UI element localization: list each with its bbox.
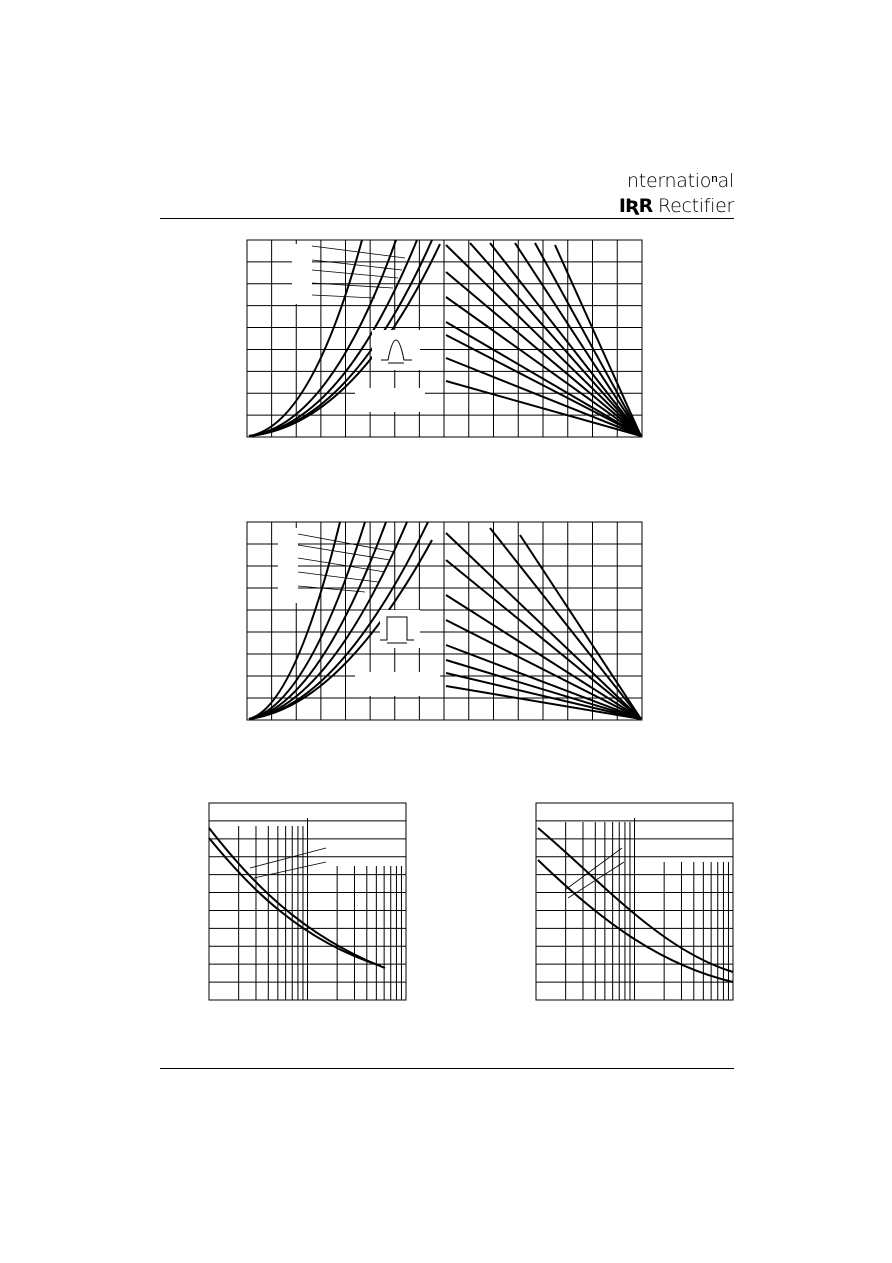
sine-pulse-icon [372, 330, 420, 370]
falling-line-3 [490, 243, 641, 436]
company-name-line1: nternatioⁿal [627, 170, 734, 192]
decay-curve-1 [209, 828, 385, 968]
falling-line-2 [470, 243, 641, 436]
leader-line [298, 586, 365, 592]
falling-line-3 [520, 535, 641, 719]
rising-curve-2 [249, 522, 365, 719]
leader-line [250, 848, 326, 868]
ior-logo: IƦR [618, 195, 653, 217]
leader-line [312, 295, 375, 298]
falling-line-5 [535, 243, 641, 436]
figure-characteristic-right [536, 803, 733, 1000]
square-pulse-icon [380, 610, 420, 648]
figure-square-conduction [247, 522, 642, 720]
falling-line-4 [515, 243, 641, 436]
figure-sine-conduction [247, 240, 642, 437]
company-name-rectifier: Rectifier [658, 195, 734, 217]
figure-characteristic-left [209, 803, 406, 1000]
